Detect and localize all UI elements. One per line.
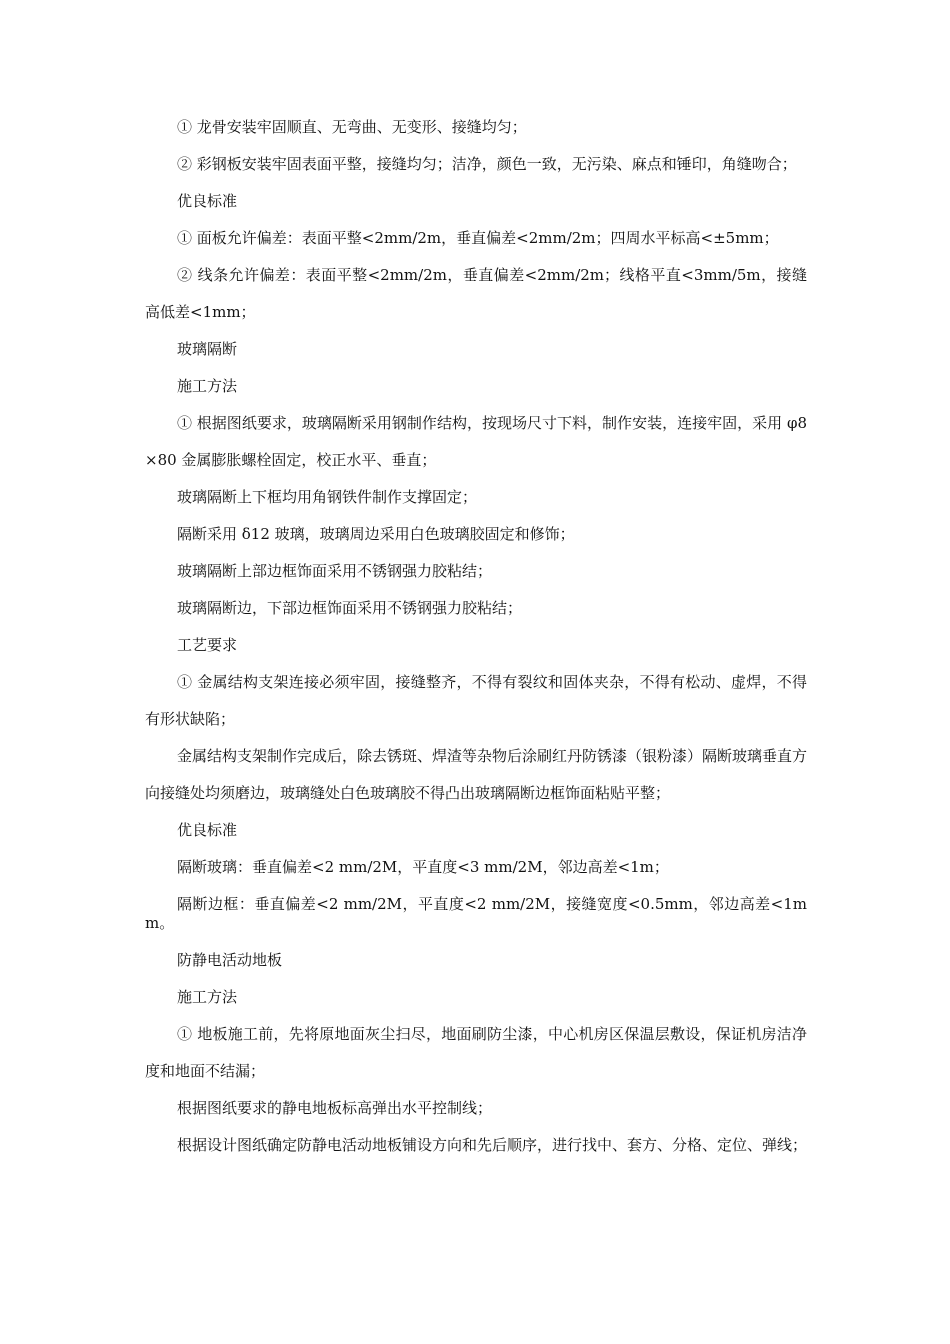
paragraph-16: 根据设计图纸确定防静电活动地板铺设方向和先后顺序，进行找中、套方、分格、定位、弹线； <box>177 1136 808 1154</box>
heading-excellent-standard-2: 优良标准 <box>177 821 238 839</box>
paragraph-13: 隔断边框：垂直偏差<2 mm/2M，平直度<2 mm/2M，接缝宽度<0.5mm，邻边高差<1mm。 <box>145 895 807 932</box>
heading-glass-partition: 玻璃隔断 <box>177 340 238 358</box>
paragraph-14: ① 地板施工前，先将原地面灰尘扫尽，地面刷防尘漆，中心机房区保温层敷设，保证机房洁净度和地面不结漏； <box>145 1025 807 1080</box>
paragraph-8: 玻璃隔断上部边框饰面采用不锈钢强力胶粘结； <box>177 562 493 580</box>
paragraph-15: 根据图纸要求的静电地板标高弹出水平控制线； <box>177 1099 493 1117</box>
document-page <box>145 118 807 1173</box>
paragraph-10: ① 金属结构支架连接必须牢固，接缝整齐，不得有裂纹和固体夹杂，不得有松动、虚焊，不得有形状缺陷； <box>145 673 807 728</box>
paragraph-12: 隔断玻璃：垂直偏差<2 mm/2M，平直度<3 mm/2M，邻边高差<1m； <box>177 858 669 876</box>
heading-construction-method-1: 施工方法 <box>177 377 238 395</box>
paragraph-4: ② 线条允许偏差：表面平整<2mm/2m，垂直偏差<2mm/2m；线格平直<3mm/5m，接缝高低差<1mm； <box>145 266 807 321</box>
paragraph-5: ① 根据图纸要求，玻璃隔断采用钢制作结构，按现场尺寸下料，制作安装，连接牢固，采用 φ8×80 金属膨胀螺栓固定，校正水平、垂直； <box>145 414 807 469</box>
heading-construction-method-2: 施工方法 <box>177 988 238 1006</box>
paragraph-7: 隔断采用 δ12 玻璃，玻璃周边采用白色玻璃胶固定和修饰； <box>177 525 575 543</box>
paragraph-1: ① 龙骨安装牢固顺直、无弯曲、无变形、接缝均匀； <box>177 118 527 136</box>
heading-excellent-standard-1: 优良标准 <box>177 192 238 210</box>
paragraph-9: 玻璃隔断边，下部边框饰面采用不锈钢强力胶粘结； <box>177 599 523 617</box>
paragraph-11: 金属结构支架制作完成后，除去锈斑、焊渣等杂物后涂刷红丹防锈漆（银粉漆）隔断玻璃垂直方向接缝处均须磨边，玻璃缝处白色玻璃胶不得凸出玻璃隔断边框饰面粘贴平整； <box>145 747 808 802</box>
heading-process-requirements: 工艺要求 <box>177 636 238 654</box>
heading-antistatic-floor: 防静电活动地板 <box>177 951 283 969</box>
paragraph-3: ① 面板允许偏差：表面平整<2mm/2m，垂直偏差<2mm/2m；四周水平标高<±5mm； <box>177 229 779 247</box>
paragraph-2: ② 彩钢板安装牢固表面平整，接缝均匀；洁净，颜色一致，无污染、麻点和锤印，角缝吻合； <box>177 155 797 173</box>
paragraph-6: 玻璃隔断上下框均用角钢铁件制作支撑固定； <box>177 488 478 506</box>
